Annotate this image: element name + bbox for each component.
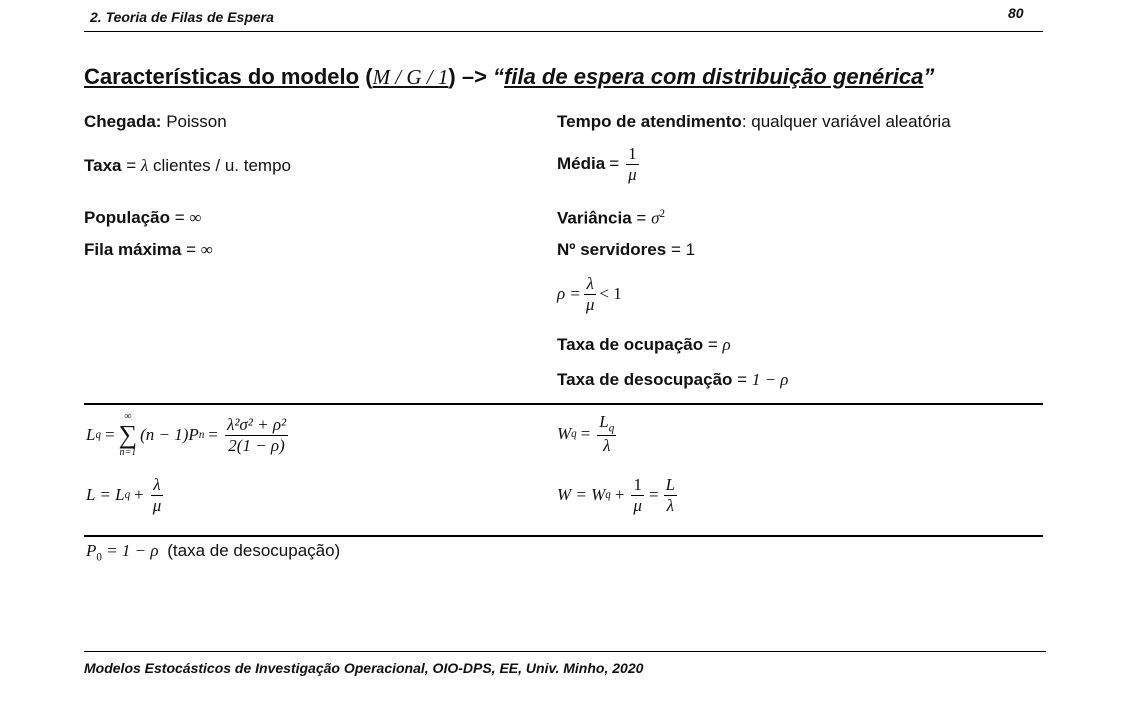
lq-lhs: L xyxy=(86,425,96,444)
title-prefix: Características do modelo xyxy=(84,64,360,89)
rho-formula xyxy=(557,274,622,314)
p0-line xyxy=(86,541,340,563)
sum-top: ∞ xyxy=(124,411,132,422)
l-formula xyxy=(86,475,166,515)
population-label: População xyxy=(84,208,170,227)
occupancy-label: Taxa de ocupação xyxy=(557,335,704,354)
w-numerator-2: L xyxy=(665,475,676,494)
population-line xyxy=(84,208,202,228)
wq-sub: q xyxy=(571,427,577,440)
lq-numerator: λ²σ² + ρ² xyxy=(226,414,287,434)
formula-bottom-rule xyxy=(84,535,1043,537)
variance-label: Variância xyxy=(557,208,632,228)
mean-fraction xyxy=(626,144,639,184)
servers-label: Nº servidores xyxy=(557,240,667,259)
wq-formula xyxy=(557,412,619,456)
page-title: Características do modelo (M / G / 1) –> “fila de espera com distribuição genérica” xyxy=(84,64,935,89)
lq-eq: = xyxy=(105,425,115,444)
maxqueue-eq: = xyxy=(186,240,196,259)
lq-eq2: = xyxy=(208,425,218,444)
rho-fraction xyxy=(584,274,597,314)
occupancy-value: ρ xyxy=(722,335,731,354)
w-denominator-1: μ xyxy=(633,495,642,515)
header-rule xyxy=(84,31,1043,32)
maxqueue-label: Fila máxima xyxy=(84,240,182,259)
title-subtitle: fila de espera com distribuição genérica xyxy=(504,64,924,89)
vacancy-line xyxy=(557,370,788,390)
mean-label: Média xyxy=(557,154,606,174)
rate-line xyxy=(84,156,291,176)
occupancy-eq: = xyxy=(707,335,718,354)
sigma-symbol: σ xyxy=(651,208,660,228)
formula-top-rule xyxy=(84,403,1043,405)
w-lhs: W = W xyxy=(557,485,606,505)
section-title: 2. Teoria de Filas de Espera xyxy=(90,9,274,25)
sum-operator xyxy=(119,412,138,458)
rate-label: Taxa xyxy=(84,156,122,175)
rho-denominator: μ xyxy=(585,294,595,314)
l-plus: + xyxy=(134,485,144,505)
maxqueue-value: ∞ xyxy=(200,240,213,259)
lq-term-sub: n xyxy=(198,429,205,441)
p0-note: (taxa de desocupação) xyxy=(167,541,341,560)
w-sub: q xyxy=(605,489,611,502)
occupancy-line xyxy=(557,335,731,355)
service-value: : qualquer variável aleatória xyxy=(741,112,951,131)
l-fraction xyxy=(151,475,164,515)
footer-rule xyxy=(84,651,1046,652)
population-value: ∞ xyxy=(189,208,202,227)
arrival-label: Chegada: xyxy=(84,112,162,131)
w-numerator-1: 1 xyxy=(633,475,642,494)
vacancy-eq: = xyxy=(737,370,748,389)
arrival-line xyxy=(84,112,227,132)
wq-denominator: λ xyxy=(603,436,611,456)
mean-line xyxy=(557,144,642,184)
title-model: M / G / 1 xyxy=(372,65,449,89)
lq-term: (n − 1)P xyxy=(140,425,199,444)
wq-lhs: W xyxy=(557,423,572,443)
wq-numerator xyxy=(597,412,616,436)
lq-fraction xyxy=(225,415,288,455)
arrival-value: Poisson xyxy=(166,112,227,131)
mean-eq: = xyxy=(609,154,620,174)
rate-unit: clientes / u. tempo xyxy=(153,156,291,175)
variance-exponent: 2 xyxy=(659,208,665,220)
mean-denominator: μ xyxy=(628,164,637,184)
service-label: Tempo de atendimento xyxy=(557,112,742,131)
vacancy-value: 1 − ρ xyxy=(751,370,789,389)
w-plus: + xyxy=(614,485,625,505)
rho-rhs: < 1 xyxy=(599,284,622,304)
wq-num-symbol: L xyxy=(599,412,609,431)
rho-numerator: λ xyxy=(586,274,594,293)
vacancy-label: Taxa de desocupação xyxy=(557,370,733,389)
population-eq: = xyxy=(174,208,185,227)
rho-lhs: ρ = xyxy=(557,284,581,304)
w-eq: = xyxy=(648,485,659,505)
w-formula xyxy=(557,475,680,515)
p0-lhs: P xyxy=(86,541,97,560)
sum-bottom: n=1 xyxy=(119,447,137,458)
rate-eq: = xyxy=(126,156,137,175)
footer-citation: Modelos Estocásticos de Investigação Operacional, OIO-DPS, EE, Univ. Minho, 2020 xyxy=(84,660,644,676)
mean-numerator: 1 xyxy=(628,144,637,163)
lq-sub: q xyxy=(95,429,101,441)
wq-num-sub: q xyxy=(608,422,615,435)
page-number: 80 xyxy=(1008,5,1024,21)
w-denominator-2: λ xyxy=(666,495,674,515)
maxqueue-line xyxy=(84,240,213,260)
service-line xyxy=(557,112,951,132)
variance-line xyxy=(557,208,665,229)
sum-sign: ∑ xyxy=(118,420,138,449)
title-close-quote: ” xyxy=(923,64,935,89)
wq-fraction xyxy=(597,412,616,456)
wq-eq: = xyxy=(580,423,591,443)
p0-rhs: = 1 − ρ xyxy=(101,541,159,560)
servers-value: = 1 xyxy=(670,240,696,259)
lambda-symbol: λ xyxy=(140,156,149,175)
l-lhs: L = L xyxy=(86,485,125,505)
l-sub: q xyxy=(124,489,131,502)
l-numerator: λ xyxy=(153,475,161,494)
title-open-quote: “ xyxy=(493,64,505,89)
title-arrow: –> xyxy=(455,64,494,89)
w-fraction-2 xyxy=(664,475,677,515)
w-fraction-1 xyxy=(631,475,644,515)
p0-sub: 0 xyxy=(96,551,102,564)
servers-line xyxy=(557,240,695,260)
variance-eq: = xyxy=(636,208,647,228)
lq-denominator: 2(1 − ρ) xyxy=(228,435,285,455)
l-denominator: μ xyxy=(152,495,162,515)
lq-formula xyxy=(86,412,291,458)
